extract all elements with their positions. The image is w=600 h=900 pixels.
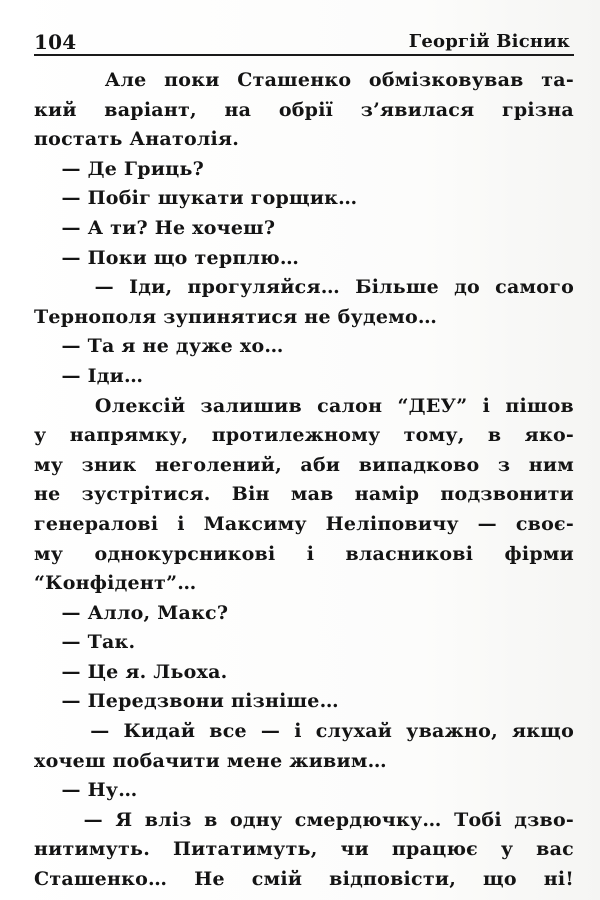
text-line: — Та я не дуже хо…	[34, 335, 284, 358]
text-line: — Так.	[34, 631, 136, 654]
text-line: му однокурсникові і власникові фірми	[34, 542, 574, 565]
text-line: Олексій залишив салон “ДЕУ” і пішов	[34, 394, 574, 417]
text-line: — Де Гриць?	[34, 157, 204, 180]
text-line: — Ну…	[34, 779, 138, 802]
text-line: — А ти? Не хочеш?	[34, 216, 276, 239]
text-line: не зустрітися. Він мав намір подзвонити	[34, 483, 574, 506]
text-line: Сташенко… Не смій відповісти, що ні!	[34, 868, 574, 891]
text-line: — Іди…	[34, 364, 144, 387]
text-line: Але поки Сташенко обмізковував та-	[34, 69, 574, 91]
text-line: — Побіг шукати горщик…	[34, 187, 358, 210]
header-rule	[34, 54, 574, 56]
text-line: — Передзвони пізніше…	[34, 690, 339, 713]
text-line: генералові і Максиму Неліповичу — своє-	[34, 512, 574, 535]
text-line: у напрямку, протилежному тому, в яко-	[34, 424, 574, 447]
text-line: нитимуть. Питатимуть, чи працює у вас	[34, 838, 574, 861]
body-text	[34, 66, 574, 895]
text-line: му зник неголений, аби випадково з ним	[34, 453, 574, 476]
text-line: Тернополя зупинятися не будемо…	[34, 305, 438, 328]
text-line: — Я вліз в одну смердючку… Тобі дзво-	[34, 808, 574, 831]
text-line: хочеш побачити мене живим…	[34, 749, 387, 772]
page-header	[34, 28, 574, 54]
running-title: Георгій Вісник	[408, 31, 570, 52]
page-number: 104	[34, 30, 77, 54]
text-line: — Іди, прогуляйся… Більше до самого	[34, 276, 574, 299]
text-line: “Конфідент”…	[34, 572, 197, 595]
text-line: постать Анатолія.	[34, 128, 240, 151]
text-line: — Це я. Льоха.	[34, 660, 228, 683]
text-line: — Алло, Макс?	[34, 601, 229, 624]
text-line: — Кидай все — і слухай уважно, якщо	[34, 720, 574, 743]
text-line: — Поки що терплю…	[34, 246, 300, 269]
text-line: кий варіант, на обрії з’явилася грізна	[34, 98, 574, 121]
